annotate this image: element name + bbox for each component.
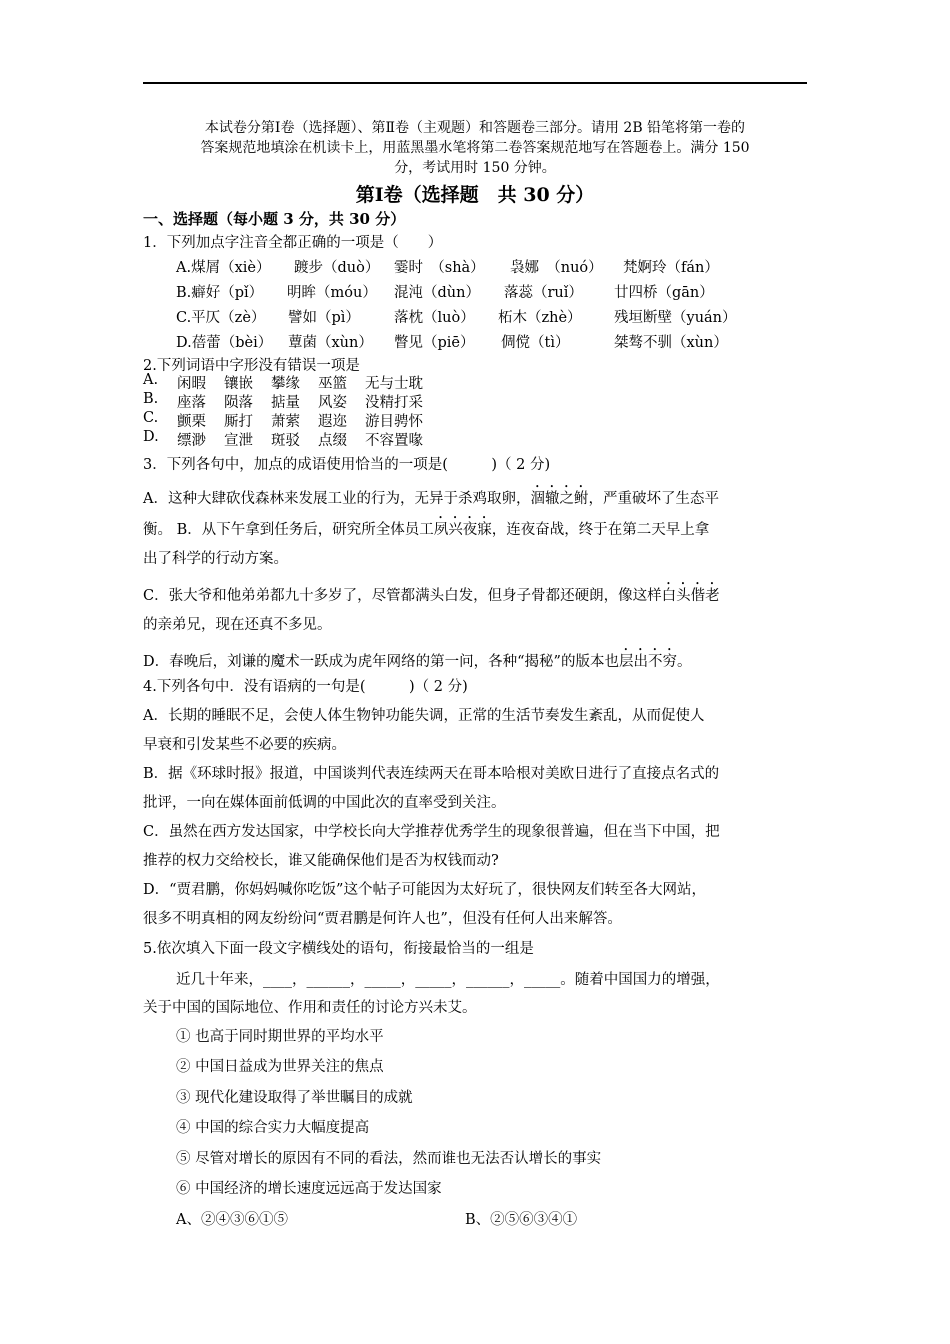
- question-3-stem: 3．下列各句中，加点的成语使用恰当的一项是( )（ 2 分): [143, 457, 551, 473]
- option-d-continued: 很多不明真相的网友纷纷问“贾君鹏是何许人也”，但没有任何人出来解答。: [143, 911, 622, 927]
- pinyin-item: 桀骜不驯（xùn）: [614, 335, 728, 351]
- word: 缥渺: [177, 433, 206, 449]
- option-label: A.: [143, 372, 159, 388]
- dotted-idiom: 层出不穷: [618, 654, 677, 670]
- word: 风姿: [318, 395, 347, 411]
- question-4-stem: 4.下列各句中．没有语病的一句是( )（ 2 分): [143, 679, 468, 695]
- pinyin-item: 梵婀玲（fán）: [623, 260, 719, 276]
- pinyin-item: 霎时 （shà）: [394, 260, 485, 276]
- word: 游目骋怀: [365, 414, 423, 430]
- word: 点缀: [318, 433, 347, 449]
- word: 厮打: [224, 414, 253, 430]
- question-2-row-b: [143, 391, 441, 412]
- sentence-item: ⑤ 尽管对增长的原因有不同的看法，然而谁也无法否认增长的事实: [176, 1151, 602, 1167]
- pinyin-item: D.蓓蕾（bèi）: [176, 335, 273, 351]
- word: 颤栗: [177, 414, 206, 430]
- sentence-item: ⑥ 中国经济的增长速度远远高于发达国家: [176, 1181, 442, 1197]
- option-a: A、②④③⑥①⑤: [176, 1212, 288, 1228]
- exam-instructions: [143, 118, 807, 178]
- word: 遐迩: [318, 414, 347, 430]
- option-a: [143, 483, 807, 514]
- option-label: D.: [143, 429, 159, 445]
- option-c: [143, 580, 807, 611]
- pinyin-item: B.癖好（pǐ）: [176, 285, 264, 301]
- word: 没精打采: [365, 395, 423, 411]
- pinyin-item: 落蕊（ruǐ）: [504, 285, 583, 301]
- pinyin-item: 廿四桥（gān）: [614, 285, 714, 301]
- pinyin-item: 明眸（móu）: [287, 285, 377, 301]
- question-1-stem: 1．下列加点字注音全都正确的一项是（ ）: [143, 235, 443, 251]
- option-c: C．虽然在西方发达国家，中学校长向大学推荐优秀学生的现象很普遍，但在当下中国，把: [143, 824, 720, 840]
- word: 闲暇: [177, 376, 206, 392]
- volume-title: 第Ⅰ卷（选择题 共 30 分）: [355, 184, 595, 206]
- question-5-passage-continued: 关于中国的国际地位、作用和责任的讨论方兴未艾。: [143, 1000, 477, 1016]
- section-title: 一、选择题（每小题 3 分，共 30 分）: [143, 210, 406, 228]
- instruction-line: 本试卷分第Ⅰ卷（选择题）、第Ⅱ卷（主观题）和答题卷三部分。请用 2B 铅笔将第一卷的: [204, 120, 746, 136]
- question-3-options: [143, 483, 807, 574]
- sentence-item: ① 也高于同时期世界的平均水平: [176, 1029, 384, 1045]
- question-5-passage: 近几十年来，____，______，_____，_____，______，_____。随着中国国力的增强，: [176, 972, 720, 988]
- word: 掂量: [271, 395, 300, 411]
- option-b-continued: 出了科学的行动方案。: [143, 551, 288, 567]
- question-4: [143, 673, 807, 934]
- question-2-row-d: [143, 429, 441, 450]
- word: 斑驳: [271, 433, 300, 449]
- option-label: C.: [143, 410, 159, 426]
- question-1-row-d: [176, 331, 728, 352]
- question-2-stem: 2.下列词语中字形没有错误一项是: [143, 358, 360, 374]
- question-2-row-a: [143, 372, 441, 393]
- pinyin-item: 倜傥（tì）: [501, 335, 570, 351]
- instruction-line: 分，考试用时 150 分钟。: [394, 160, 556, 176]
- option-text: 。: [676, 654, 692, 670]
- option-b: B．据《环球时报》报道，中国谈判代表连续两天在哥本哈根对美欧日进行了直接点名式的: [143, 766, 720, 782]
- option-text: C．张大爷和他弟弟都九十多岁了，尽管都满头白发，但身子骨都还硬朗，像这样: [143, 588, 662, 604]
- option-text: ，严重破坏了生态平: [588, 491, 719, 507]
- pinyin-item: C.平仄（zè）: [176, 310, 266, 326]
- word: 陨落: [224, 395, 253, 411]
- option-label: B.: [143, 391, 159, 407]
- option-c-continued: 推荐的权力交给校长，谁又能确保他们是否为权钱而动?: [143, 853, 499, 869]
- option-a-continued: 早衰和引发某些不必要的疾病。: [143, 737, 346, 753]
- instruction-line: 答案规范地填涂在机读卡上，用蓝黑墨水笔将第二卷答案规范地写在答题卷上。满分 150: [200, 140, 750, 156]
- question-2-row-c: [143, 410, 441, 431]
- option-text: 衡。 B．从下午拿到任务后，研究所全体员工: [143, 522, 434, 538]
- question-1-row-b: [176, 281, 714, 302]
- option-text: A．这种大肆砍伐森林来发展工业的行为，无异于杀鸡取卵，: [143, 491, 531, 507]
- option-b-continued: 批评，一向在媒体面前低调的中国此次的直率受到关注。: [143, 795, 506, 811]
- word: 镶嵌: [224, 376, 253, 392]
- question-1-row-c: [176, 306, 737, 327]
- word: 座落: [177, 395, 206, 411]
- word: 无与士耽: [365, 376, 423, 392]
- word: 巫篮: [318, 376, 347, 392]
- option-c-continued: 的亲弟兄，现在还真不多见。: [143, 617, 332, 633]
- pinyin-item: 柘木（zhè）: [498, 310, 582, 326]
- option-b: [143, 514, 807, 545]
- pinyin-item: 譬如（pì）: [288, 310, 360, 326]
- pinyin-item: 落枕（luò）: [394, 310, 475, 326]
- pinyin-item: A.煤屑（xiè）: [176, 260, 271, 276]
- question-1-row-a: [176, 256, 719, 277]
- pinyin-item: 袅娜 （nuó）: [510, 260, 603, 276]
- option-b: B、②⑤⑥③④①: [465, 1212, 578, 1228]
- word: 不容置喙: [365, 433, 423, 449]
- word: 攀缘: [271, 376, 300, 392]
- sentence-item: ② 中国日益成为世界关注的焦点: [176, 1059, 384, 1075]
- pinyin-item: 残垣断壁（yuán）: [614, 310, 737, 326]
- option-text: ，连夜奋战，终于在第二天早上拿: [491, 522, 710, 538]
- sentence-item: ③ 现代化建设取得了举世瞩目的成就: [176, 1090, 413, 1106]
- question-5-stem: 5.依次填入下面一段文字横线处的语句，衔接最恰当的一组是: [143, 941, 534, 957]
- option-a: A．长期的睡眠不足，会使人体生物钟功能失调，正常的生活节奏发生紊乱，从而促使人: [143, 708, 705, 724]
- question-3-options-cd: [143, 580, 807, 677]
- dotted-idiom: 涸辙之鲋: [530, 491, 589, 507]
- word: 萧萦: [271, 414, 300, 430]
- word: 宣泄: [224, 433, 253, 449]
- pinyin-item: 蕈菌（xùn）: [288, 335, 373, 351]
- option-text: D．春晚后，刘谦的魔术一跃成为虎年网络的第一问，各种“揭秘”的版本也: [143, 654, 619, 670]
- pinyin-item: 瞥见（piē）: [394, 335, 475, 351]
- header-rule: [143, 82, 807, 84]
- option-d: D．“贾君鹏，你妈妈喊你吃饭”这个帖子可能因为太好玩了，很快网友们转至各大网站，: [143, 882, 706, 898]
- dotted-idiom: 白头偕老: [661, 588, 720, 604]
- pinyin-item: 踱步（duò）: [294, 260, 380, 276]
- dotted-idiom: 夙兴夜寐: [433, 522, 492, 538]
- pinyin-item: 混沌（dùn）: [394, 285, 480, 301]
- sentence-item: ④ 中国的综合实力大幅度提高: [176, 1120, 370, 1136]
